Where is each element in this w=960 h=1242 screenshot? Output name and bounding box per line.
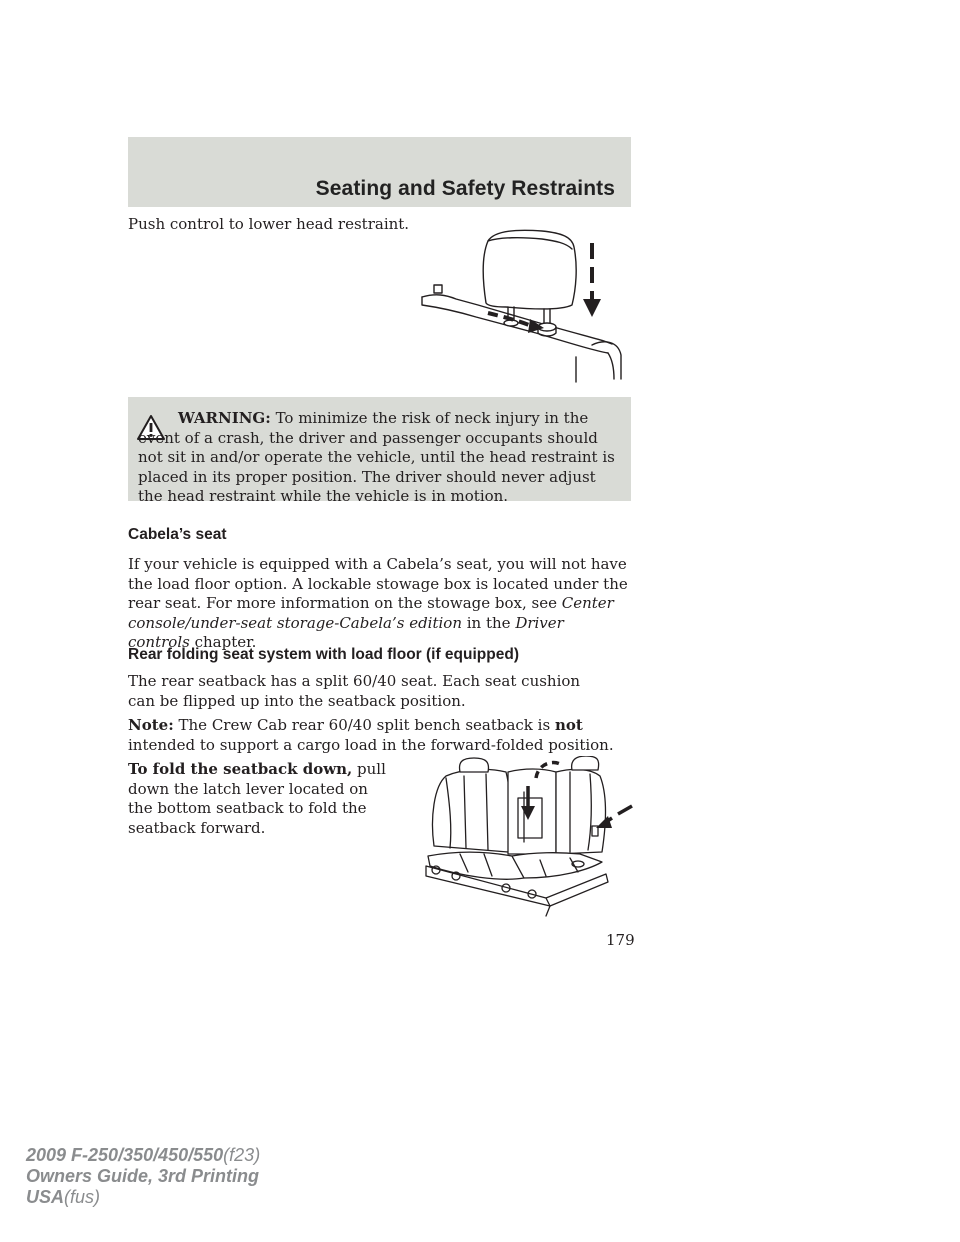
footer-guide: Owners Guide, 3rd Printing xyxy=(26,1166,260,1186)
footer xyxy=(26,1145,260,1208)
rear-folding-heading: Rear folding seat system with load floor (if equipped) xyxy=(128,646,519,663)
section-title: Seating and Safety Restraints xyxy=(315,177,615,200)
warning-text xyxy=(128,409,618,507)
cabelas-text-start: If your vehicle is equipped with a Cabela’s seat, you will not have the load floor option. A lockable stowage box is located under the rear seat. For more information on the stowage box, see xyxy=(128,555,628,612)
warning-label: WARNING: xyxy=(178,409,271,427)
warning-box xyxy=(128,397,631,505)
warning-body: To minimize the risk of neck injury in the event of a crash, the driver and passenger occupants should not sit in and/or operate the vehicle, until the head restraint is placed in its proper position. The driver should never adjust the head restraint while the vehicle is in motion. xyxy=(138,409,615,505)
rear-seat-illustration xyxy=(420,756,634,918)
note-text-start: The Crew Cab rear 60/40 split bench seatback is xyxy=(173,716,555,734)
cabelas-text-end: chapter. xyxy=(189,633,257,651)
rear-folding-note xyxy=(128,716,628,755)
note-text-end: intended to support a cargo load in the forward-folded position. xyxy=(128,735,614,754)
footer-region-code: (fus) xyxy=(64,1187,101,1207)
footer-code: (f23) xyxy=(223,1145,261,1165)
cabelas-ref-driver-controls: Driver controls xyxy=(128,613,564,651)
fold-instruction xyxy=(128,760,394,838)
header-band xyxy=(128,137,631,207)
cabelas-paragraph xyxy=(128,555,628,653)
head-restraint-illustration xyxy=(416,227,632,385)
footer-model: 2009 F-250/350/450/550 xyxy=(26,1145,224,1165)
fold-label: To fold the seatback down, xyxy=(128,760,353,778)
fold-text: pull down the latch lever located on the bottom seatback to fold the seatback forward. xyxy=(128,760,386,837)
cabelas-in-the: in the xyxy=(461,613,516,632)
footer-region: USA xyxy=(26,1187,65,1207)
rear-folding-paragraph: The rear seatback has a split 60/40 seat. Each seat cushion can be flipped up into the seatback position. xyxy=(128,672,581,710)
cabelas-heading: Cabela’s seat xyxy=(128,526,227,543)
note-label: Note: xyxy=(128,716,174,734)
note-not: not xyxy=(554,716,583,734)
page-number: 179 xyxy=(606,931,635,949)
cabelas-ref-storage: Center console/under-seat storage-Cabela’s edition xyxy=(128,594,614,632)
head-restraint-instruction: Push control to lower head restraint. xyxy=(128,215,410,233)
